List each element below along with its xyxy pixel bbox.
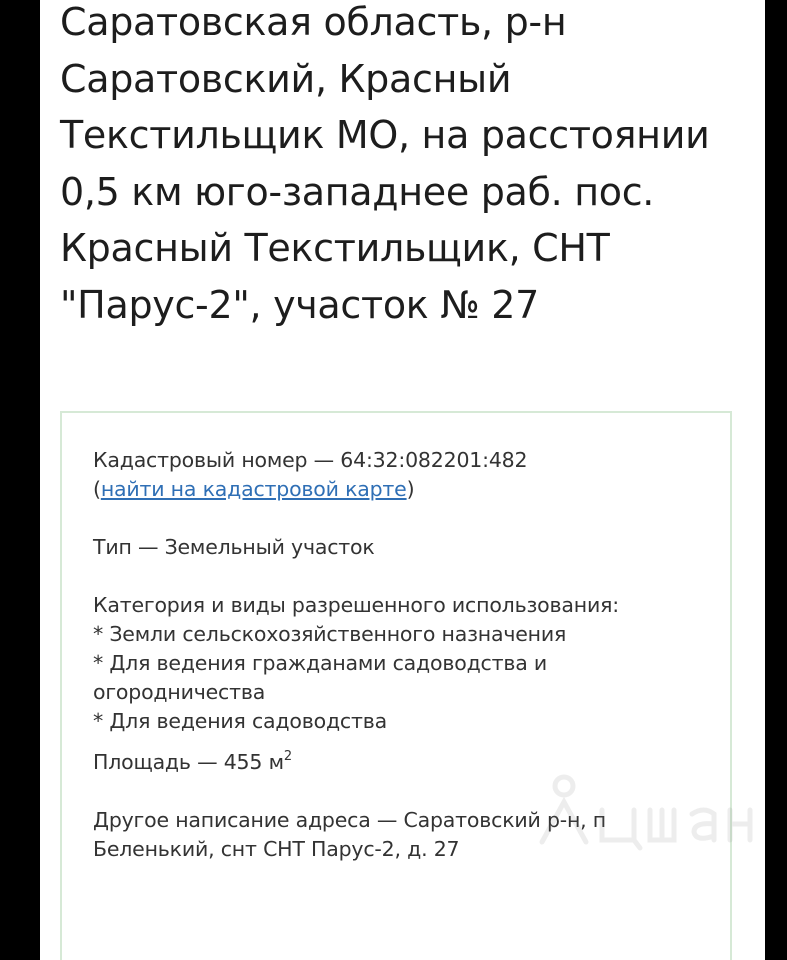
find-on-cadastral-map-link[interactable]: найти на кадастровой карте (100, 477, 407, 501)
cadastral-number: Кадастровый номер — 64:32:082201:482 (93, 448, 528, 472)
category-heading: Категория и виды разрешенного использования: (93, 593, 619, 617)
category-block (93, 591, 713, 736)
cadastral-info-card (60, 411, 732, 960)
address-title: Саратовская область, р-н Саратовский, Красный Текстильщик МО, на расстоянии 0,5 км юго-западнее раб. пос. Красный Текстильщик, СНТ "Парус-2", участок № 27 (60, 0, 710, 327)
category-item: * Земли сельскохозяйственного назначения (93, 622, 567, 646)
land-type: Тип — Земельный участок (93, 535, 375, 559)
area-text: Площадь — 455 м (93, 750, 284, 774)
cian-logo-icon (524, 772, 754, 852)
paren-open: ( (93, 477, 101, 501)
cadastral-number-block (93, 446, 713, 504)
cadastral-map-line (93, 475, 713, 504)
paren-close: ) (406, 477, 415, 501)
category-item: * Для ведения гражданами садоводства и огородничества (93, 651, 548, 704)
type-block (93, 533, 713, 562)
listing-page (40, 0, 765, 960)
area-unit-superscript: 2 (283, 749, 292, 764)
alternative-address: Другое написание адреса — Саратовский р-н, п Беленький, снт СНТ Парус-2, д. 27 (93, 808, 606, 861)
category-item: * Для ведения садоводства (93, 709, 387, 733)
